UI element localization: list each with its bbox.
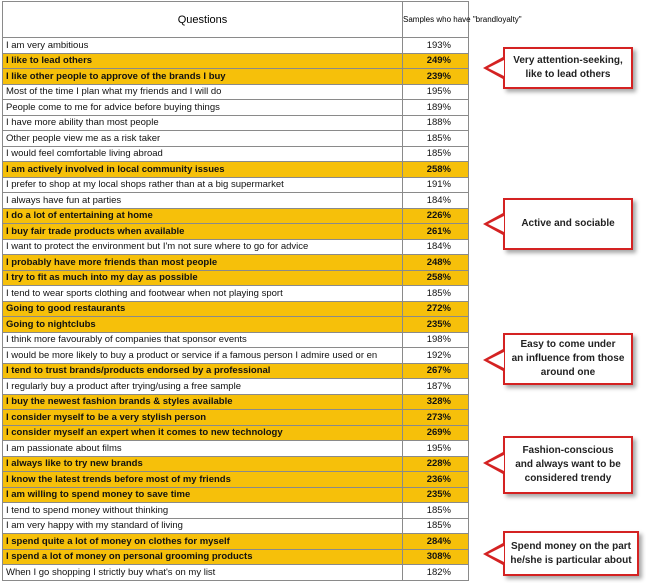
- table-row: [3, 441, 469, 457]
- table-row: [3, 270, 469, 286]
- question-cell: I know the latest trends before most of my friends: [3, 472, 403, 488]
- callout-spend-money: [503, 531, 639, 576]
- sample-value-cell: 195%: [403, 84, 469, 100]
- table-row: [3, 53, 469, 69]
- sample-value-cell: 273%: [403, 410, 469, 426]
- sample-value-cell: 185%: [403, 146, 469, 162]
- sample-value-cell: 235%: [403, 317, 469, 333]
- sample-value-cell: 185%: [403, 503, 469, 519]
- question-cell: I always like to try new brands: [3, 456, 403, 472]
- table-row: [3, 100, 469, 116]
- table-row: [3, 410, 469, 426]
- table-body: [3, 38, 469, 581]
- table-row: [3, 379, 469, 395]
- question-cell: I am actively involved in local community issues: [3, 162, 403, 178]
- question-cell: I am very happy with my standard of living: [3, 518, 403, 534]
- table-row: [3, 534, 469, 550]
- question-cell: I think more favourably of companies that sponsor events: [3, 332, 403, 348]
- callout-text: Very attention-seeking, like to lead others: [513, 55, 623, 80]
- table-row: [3, 332, 469, 348]
- question-cell: I spend quite a lot of money on clothes for myself: [3, 534, 403, 550]
- callout-fashion-conscious: [503, 436, 633, 494]
- sample-value-cell: 187%: [403, 379, 469, 395]
- table-row: [3, 518, 469, 534]
- sample-value-cell: 258%: [403, 162, 469, 178]
- table-row: [3, 115, 469, 131]
- question-cell: Going to nightclubs: [3, 317, 403, 333]
- sample-value-cell: 226%: [403, 208, 469, 224]
- table-row: [3, 208, 469, 224]
- question-cell: I tend to trust brands/products endorsed by a professional: [3, 363, 403, 379]
- question-cell: I spend a lot of money on personal grooming products: [3, 549, 403, 565]
- table-row: [3, 286, 469, 302]
- sample-value-cell: 185%: [403, 286, 469, 302]
- question-cell: I prefer to shop at my local shops rather than at a big supermarket: [3, 177, 403, 193]
- question-cell: I like other people to approve of the brands I buy: [3, 69, 403, 85]
- question-cell: I do a lot of entertaining at home: [3, 208, 403, 224]
- callout-easy-influence: [503, 333, 633, 385]
- callout-active-sociable: [503, 198, 633, 250]
- table-row: [3, 348, 469, 364]
- question-cell: I like to lead others: [3, 53, 403, 69]
- table-row: [3, 255, 469, 271]
- question-cell: I regularly buy a product after trying/using a free sample: [3, 379, 403, 395]
- sample-value-cell: 193%: [403, 38, 469, 54]
- question-cell: I buy fair trade products when available: [3, 224, 403, 240]
- question-cell: I tend to wear sports clothing and footwear when not playing sport: [3, 286, 403, 302]
- table-row: [3, 131, 469, 147]
- question-cell: I have more ability than most people: [3, 115, 403, 131]
- table-row: [3, 394, 469, 410]
- question-cell: I consider myself to be a very stylish person: [3, 410, 403, 426]
- table-row: [3, 425, 469, 441]
- sample-value-cell: 328%: [403, 394, 469, 410]
- table-row: [3, 177, 469, 193]
- sample-value-cell: 267%: [403, 363, 469, 379]
- table-row: [3, 38, 469, 54]
- sample-value-cell: 184%: [403, 239, 469, 255]
- table-row: [3, 503, 469, 519]
- sample-value-cell: 189%: [403, 100, 469, 116]
- sample-value-cell: 258%: [403, 270, 469, 286]
- samples-header: Samples who have "brandloyalty": [403, 2, 469, 38]
- sample-value-cell: 272%: [403, 301, 469, 317]
- sample-value-cell: 195%: [403, 441, 469, 457]
- question-cell: I try to fit as much into my day as possible: [3, 270, 403, 286]
- sample-value-cell: 191%: [403, 177, 469, 193]
- sample-value-cell: 192%: [403, 348, 469, 364]
- callout-text: Fashion-conscious and always want to be considered trendy: [515, 445, 621, 484]
- table-row: [3, 239, 469, 255]
- survey-table: [2, 1, 522, 581]
- sample-value-cell: 185%: [403, 518, 469, 534]
- question-cell: Most of the time I plan what my friends and I will do: [3, 84, 403, 100]
- callout-text: Easy to come under an influence from those around one: [511, 339, 625, 378]
- sample-value-cell: 236%: [403, 472, 469, 488]
- question-cell: I always have fun at parties: [3, 193, 403, 209]
- table-row: [3, 317, 469, 333]
- table-row: [3, 84, 469, 100]
- question-cell: I am passionate about films: [3, 441, 403, 457]
- sample-value-cell: 308%: [403, 549, 469, 565]
- table-row: [3, 549, 469, 565]
- table-row: [3, 472, 469, 488]
- question-cell: I tend to spend money without thinking: [3, 503, 403, 519]
- question-cell: I am very ambitious: [3, 38, 403, 54]
- table-row: [3, 363, 469, 379]
- sample-value-cell: 184%: [403, 193, 469, 209]
- sample-value-cell: 185%: [403, 131, 469, 147]
- callout-attention-seeking: [503, 47, 633, 89]
- table-row: [3, 301, 469, 317]
- sample-value-cell: 269%: [403, 425, 469, 441]
- question-cell: I am willing to spend money to save time: [3, 487, 403, 503]
- question-cell: When I go shopping I strictly buy what's on my list: [3, 565, 403, 581]
- table-row: [3, 456, 469, 472]
- table-row: [3, 146, 469, 162]
- callout-text: Spend money on the part he/she is particular about: [510, 540, 632, 566]
- sample-value-cell: 235%: [403, 487, 469, 503]
- table-header-row: [3, 2, 469, 38]
- sample-value-cell: 249%: [403, 53, 469, 69]
- sample-value-cell: 239%: [403, 69, 469, 85]
- sample-value-cell: 188%: [403, 115, 469, 131]
- question-cell: Other people view me as a risk taker: [3, 131, 403, 147]
- sample-value-cell: 182%: [403, 565, 469, 581]
- question-cell: I would feel comfortable living abroad: [3, 146, 403, 162]
- sample-value-cell: 284%: [403, 534, 469, 550]
- question-cell: I probably have more friends than most people: [3, 255, 403, 271]
- question-cell: People come to me for advice before buying things: [3, 100, 403, 116]
- table-row: [3, 565, 469, 581]
- callout-text: Active and sociable: [521, 218, 615, 229]
- sample-value-cell: 261%: [403, 224, 469, 240]
- sample-value-cell: 198%: [403, 332, 469, 348]
- question-cell: I buy the newest fashion brands & styles available: [3, 394, 403, 410]
- questions-header: Questions: [3, 2, 403, 38]
- table-row: [3, 193, 469, 209]
- sample-value-cell: 228%: [403, 456, 469, 472]
- question-cell: Going to good restaurants: [3, 301, 403, 317]
- table-row: [3, 487, 469, 503]
- table-row: [3, 224, 469, 240]
- table-row: [3, 69, 469, 85]
- question-cell: I would be more likely to buy a product or service if a famous person I admire used or en: [3, 348, 403, 364]
- sample-value-cell: 248%: [403, 255, 469, 271]
- table-row: [3, 162, 469, 178]
- question-cell: I want to protect the environment but I'm not sure where to go for advice: [3, 239, 403, 255]
- question-cell: I consider myself an expert when it comes to new technology: [3, 425, 403, 441]
